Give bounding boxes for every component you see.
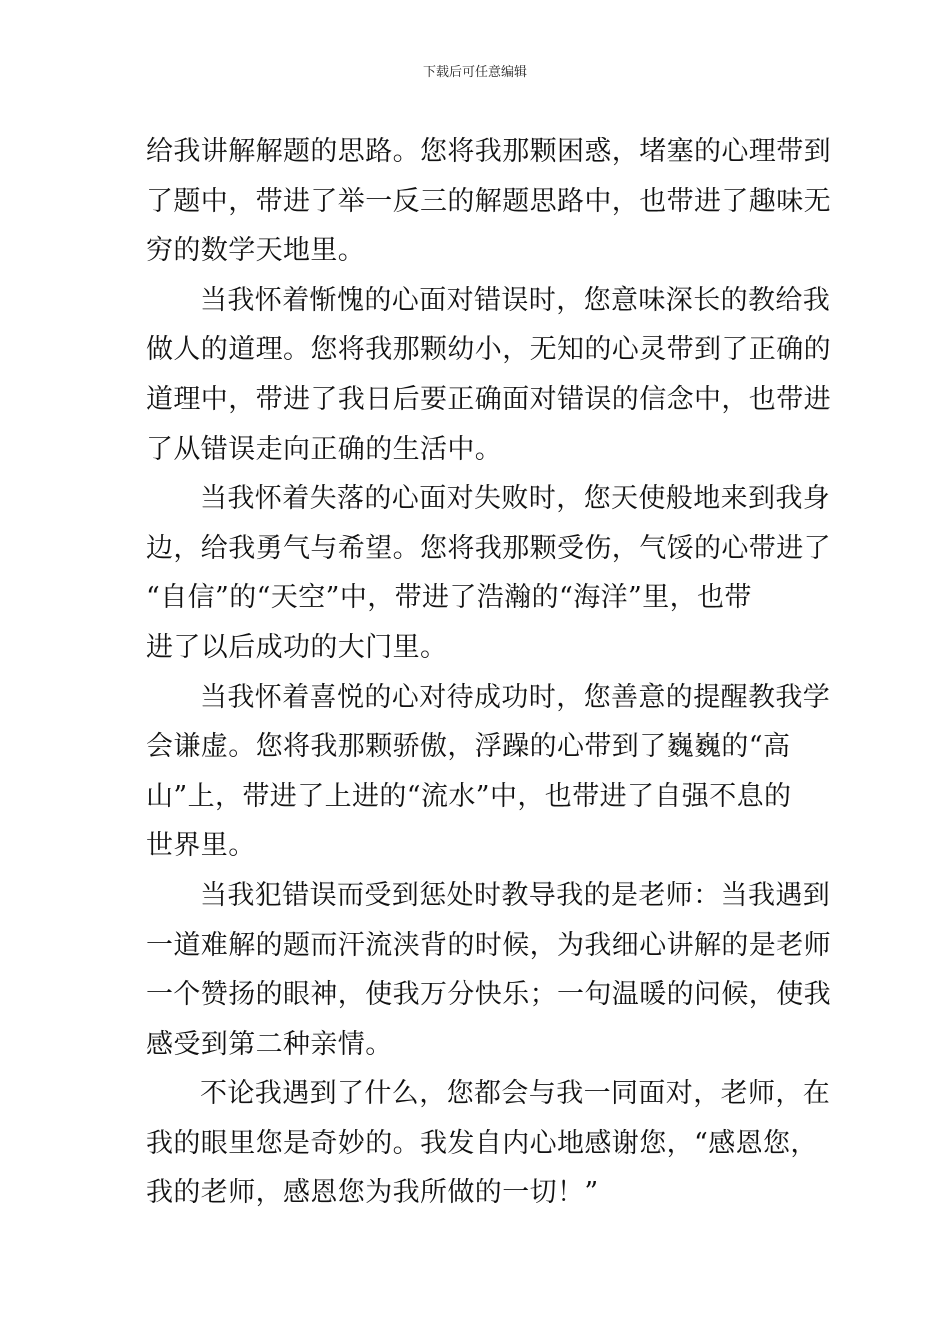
text-line: 道理中，带进了我日后要正确面对错误的信念中，也带进 — [146, 383, 831, 415]
text-line: 一道难解的题而汗流浃背的时候，为我细心讲解的是老师 — [146, 929, 831, 961]
text-line: 世界里。 — [146, 830, 256, 862]
text-line: 给我讲解解题的思路。您将我那颗困惑，堵塞的心理带到 — [146, 136, 831, 167]
text-line: 穷的数学天地里。 — [146, 235, 366, 267]
text-line: 我的眼里您是奇妙的。我发自内心地感谢您，“感恩您， — [146, 1127, 818, 1159]
text-line: 不论我遇到了什么，您都会与我一同面对，老师，在 — [200, 1078, 831, 1110]
text-line: 当我怀着惭愧的心面对错误时，您意味深长的教给我 — [200, 284, 831, 316]
text-line: 当我怀着失落的心面对失败时，您天使般地来到我身 — [200, 483, 831, 515]
text-line: 了从错误走向正确的生活中。 — [146, 433, 503, 465]
text-line: 做人的道理。您将我那颗幼小，无知的心灵带到了正确的 — [146, 334, 831, 366]
text-line: 当我犯错误而受到惩处时教导我的是老师：当我遇到 — [200, 879, 831, 911]
document-body — [146, 127, 831, 1218]
text-line: 感受到第二种亲情。 — [146, 1028, 393, 1060]
text-line: 了题中，带进了举一反三的解题思路中，也带进了趣味无 — [146, 185, 831, 217]
page-header: 下载后可任意编辑 — [422, 65, 527, 80]
text-line: 山”上，带进了上进的“流水”中，也带进了自强不息的 — [146, 780, 792, 812]
text-line: 进了以后成功的大门里。 — [146, 631, 448, 663]
text-line: 一个赞扬的眼神，使我万分快乐；一句温暖的问候，使我 — [146, 979, 831, 1011]
text-line: 当我怀着喜悦的心对待成功时，您善意的提醒教我学 — [200, 681, 831, 713]
text-line: 边，给我勇气与希望。您将我那颗受伤，气馁的心带进了 — [146, 532, 831, 564]
text-line: 我的老师，感恩您为我所做的一切！” — [146, 1177, 599, 1209]
text-line: “自信”的“天空”中，带进了浩瀚的“海洋”里，也带 — [146, 582, 752, 614]
text-line: 会谦虚。您将我那颗骄傲，浮躁的心带到了巍巍的“高 — [146, 731, 791, 763]
